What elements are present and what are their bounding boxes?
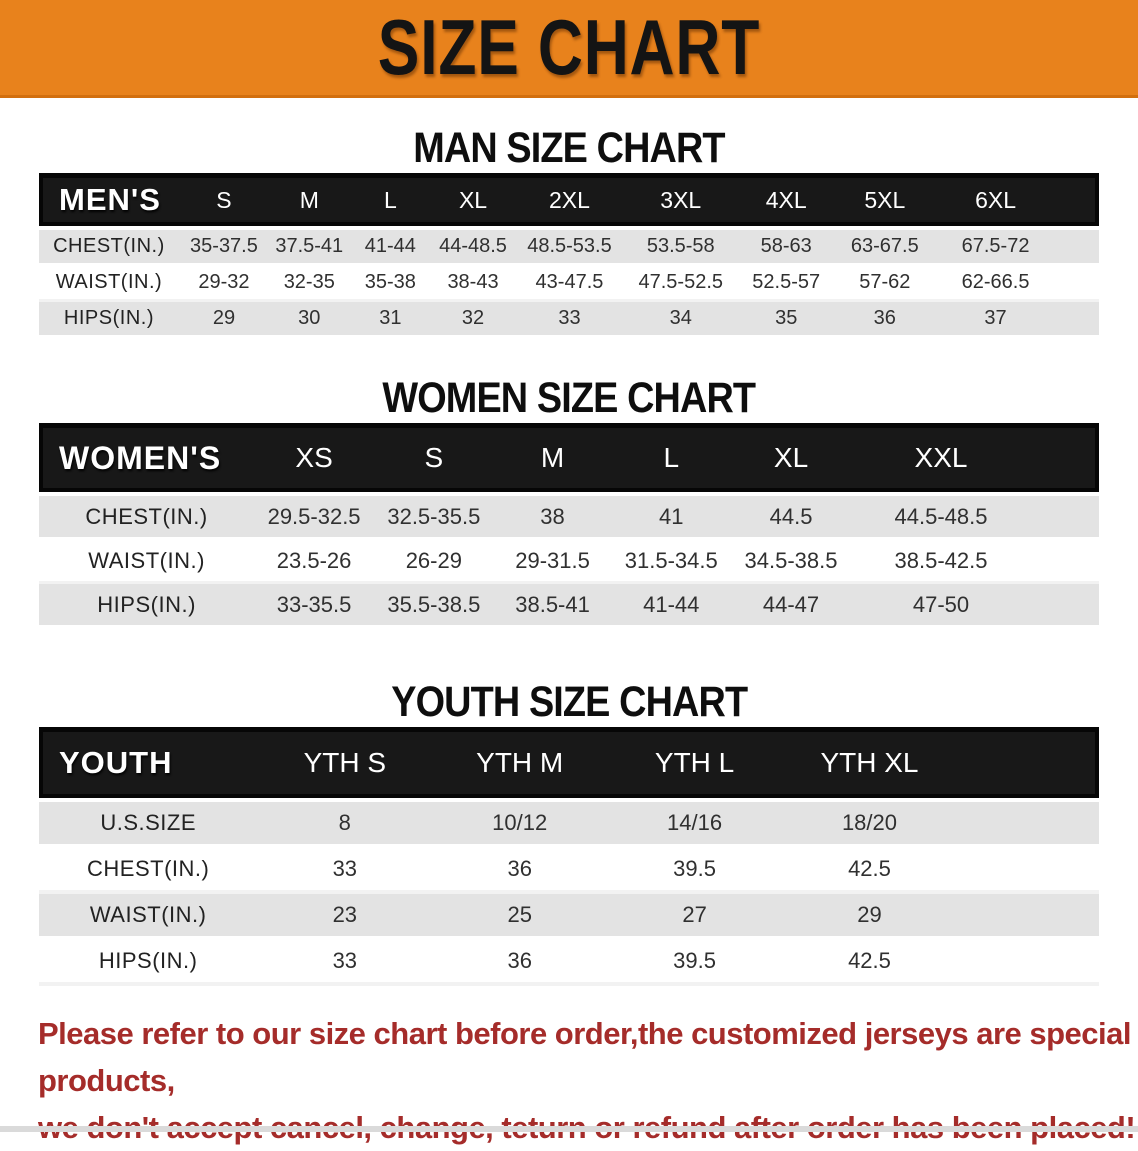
size-value-cell: 30 bbox=[269, 302, 350, 338]
size-value-cell: 58-63 bbox=[737, 226, 835, 266]
section-heading bbox=[0, 124, 1138, 173]
column-header: XS bbox=[254, 423, 374, 492]
size-value-cell: 42.5 bbox=[782, 848, 957, 894]
size-value-cell: 32 bbox=[431, 302, 515, 338]
size-value-cell: 67.5-72 bbox=[935, 226, 1057, 266]
column-header: 2XL bbox=[515, 173, 624, 226]
size-table bbox=[39, 727, 1099, 986]
table-row bbox=[39, 266, 1099, 302]
filler-cell bbox=[957, 940, 1099, 986]
filler-cell bbox=[1031, 540, 1099, 584]
filler-cell bbox=[1031, 492, 1099, 540]
bottom-edge-strip bbox=[0, 1126, 1138, 1132]
size-value-cell: 35 bbox=[737, 302, 835, 338]
column-header: YTH S bbox=[257, 727, 432, 798]
column-header: M bbox=[494, 423, 612, 492]
row-label: CHEST(IN.) bbox=[39, 226, 179, 266]
column-header: S bbox=[179, 173, 269, 226]
size-value-cell: 25 bbox=[432, 894, 607, 940]
size-chart-sections bbox=[0, 124, 1138, 986]
size-value-cell: 36 bbox=[432, 940, 607, 986]
size-value-cell: 31.5-34.5 bbox=[611, 540, 731, 584]
size-value-cell: 34.5-38.5 bbox=[731, 540, 851, 584]
column-header: XXL bbox=[851, 423, 1031, 492]
filler-cell bbox=[957, 798, 1099, 848]
size-value-cell: 41-44 bbox=[611, 584, 731, 628]
size-value-cell: 33-35.5 bbox=[254, 584, 374, 628]
row-label: CHEST(IN.) bbox=[39, 492, 254, 540]
size-value-cell: 29.5-32.5 bbox=[254, 492, 374, 540]
column-header-filler bbox=[1031, 423, 1099, 492]
column-header: S bbox=[374, 423, 494, 492]
size-value-cell: 44-48.5 bbox=[431, 226, 515, 266]
table-row bbox=[39, 894, 1099, 940]
size-value-cell: 37.5-41 bbox=[269, 226, 350, 266]
column-header: 5XL bbox=[835, 173, 935, 226]
column-header: YTH M bbox=[432, 727, 607, 798]
table-row bbox=[39, 540, 1099, 584]
size-value-cell: 35-38 bbox=[350, 266, 432, 302]
size-value-cell: 8 bbox=[257, 798, 432, 848]
column-header: L bbox=[611, 423, 731, 492]
size-chart-banner bbox=[0, 0, 1138, 98]
table-corner-label: WOMEN'S bbox=[39, 423, 254, 492]
size-value-cell: 10/12 bbox=[432, 798, 607, 848]
column-header-filler bbox=[957, 727, 1099, 798]
filler-cell bbox=[1031, 584, 1099, 628]
size-value-cell: 42.5 bbox=[782, 940, 957, 986]
size-value-cell: 33 bbox=[257, 940, 432, 986]
table-header-row bbox=[39, 173, 1099, 226]
table-row bbox=[39, 940, 1099, 986]
table-row bbox=[39, 584, 1099, 628]
section-heading bbox=[0, 374, 1138, 423]
size-value-cell: 52.5-57 bbox=[737, 266, 835, 302]
size-value-cell: 29-32 bbox=[179, 266, 269, 302]
size-value-cell: 63-67.5 bbox=[835, 226, 935, 266]
size-value-cell: 32.5-35.5 bbox=[374, 492, 494, 540]
size-value-cell: 35.5-38.5 bbox=[374, 584, 494, 628]
table-corner-label: MEN'S bbox=[39, 173, 179, 226]
filler-cell bbox=[1057, 266, 1100, 302]
row-label: WAIST(IN.) bbox=[39, 540, 254, 584]
row-label: HIPS(IN.) bbox=[39, 940, 257, 986]
size-table bbox=[39, 173, 1099, 338]
size-value-cell: 23.5-26 bbox=[254, 540, 374, 584]
column-header: YTH XL bbox=[782, 727, 957, 798]
table-header-row bbox=[39, 423, 1099, 492]
size-value-cell: 23 bbox=[257, 894, 432, 940]
size-table bbox=[39, 423, 1099, 628]
row-label: HIPS(IN.) bbox=[39, 302, 179, 338]
size-value-cell: 29-31.5 bbox=[494, 540, 612, 584]
row-label: WAIST(IN.) bbox=[39, 894, 257, 940]
column-header: 4XL bbox=[737, 173, 835, 226]
table-row bbox=[39, 798, 1099, 848]
size-value-cell: 35-37.5 bbox=[179, 226, 269, 266]
page-title: SIZE CHART bbox=[377, 3, 761, 91]
column-header: 6XL bbox=[935, 173, 1057, 226]
table-corner-label: YOUTH bbox=[39, 727, 257, 798]
row-label: HIPS(IN.) bbox=[39, 584, 254, 628]
size-value-cell: 43-47.5 bbox=[515, 266, 624, 302]
column-header: XL bbox=[431, 173, 515, 226]
size-value-cell: 18/20 bbox=[782, 798, 957, 848]
size-value-cell: 48.5-53.5 bbox=[515, 226, 624, 266]
size-value-cell: 38.5-42.5 bbox=[851, 540, 1031, 584]
size-value-cell: 37 bbox=[935, 302, 1057, 338]
footer-disclaimer-line1: Please refer to our size chart before order,the customized jerseys are special products, bbox=[38, 1016, 1131, 1098]
size-value-cell: 14/16 bbox=[607, 798, 782, 848]
size-value-cell: 27 bbox=[607, 894, 782, 940]
section-heading-text: YOUTH SIZE CHART bbox=[391, 678, 747, 726]
size-value-cell: 41-44 bbox=[350, 226, 432, 266]
size-value-cell: 29 bbox=[782, 894, 957, 940]
size-value-cell: 31 bbox=[350, 302, 432, 338]
size-value-cell: 57-62 bbox=[835, 266, 935, 302]
size-value-cell: 34 bbox=[624, 302, 737, 338]
size-value-cell: 47-50 bbox=[851, 584, 1031, 628]
column-header: M bbox=[269, 173, 350, 226]
section-heading-text: WOMEN SIZE CHART bbox=[382, 374, 756, 422]
size-value-cell: 53.5-58 bbox=[624, 226, 737, 266]
size-value-cell: 44.5-48.5 bbox=[851, 492, 1031, 540]
filler-cell bbox=[1057, 302, 1100, 338]
section-heading-text: MAN SIZE CHART bbox=[413, 124, 725, 172]
table-row bbox=[39, 226, 1099, 266]
size-value-cell: 62-66.5 bbox=[935, 266, 1057, 302]
filler-cell bbox=[957, 848, 1099, 894]
size-value-cell: 26-29 bbox=[374, 540, 494, 584]
column-header: XL bbox=[731, 423, 851, 492]
section-heading bbox=[0, 678, 1138, 727]
size-value-cell: 32-35 bbox=[269, 266, 350, 302]
size-value-cell: 41 bbox=[611, 492, 731, 540]
table-row bbox=[39, 492, 1099, 540]
size-value-cell: 29 bbox=[179, 302, 269, 338]
size-value-cell: 36 bbox=[835, 302, 935, 338]
size-value-cell: 39.5 bbox=[607, 848, 782, 894]
size-value-cell: 38.5-41 bbox=[494, 584, 612, 628]
column-header: 3XL bbox=[624, 173, 737, 226]
size-value-cell: 33 bbox=[257, 848, 432, 894]
size-value-cell: 33 bbox=[515, 302, 624, 338]
size-value-cell: 47.5-52.5 bbox=[624, 266, 737, 302]
size-value-cell: 36 bbox=[432, 848, 607, 894]
size-value-cell: 39.5 bbox=[607, 940, 782, 986]
table-header-row bbox=[39, 727, 1099, 798]
size-value-cell: 38 bbox=[494, 492, 612, 540]
row-label: U.S.SIZE bbox=[39, 798, 257, 848]
filler-cell bbox=[957, 894, 1099, 940]
column-header-filler bbox=[1057, 173, 1100, 226]
row-label: CHEST(IN.) bbox=[39, 848, 257, 894]
size-value-cell: 38-43 bbox=[431, 266, 515, 302]
table-row bbox=[39, 848, 1099, 894]
column-header: L bbox=[350, 173, 432, 226]
table-row bbox=[39, 302, 1099, 338]
filler-cell bbox=[1057, 226, 1100, 266]
size-value-cell: 44.5 bbox=[731, 492, 851, 540]
column-header: YTH L bbox=[607, 727, 782, 798]
row-label: WAIST(IN.) bbox=[39, 266, 179, 302]
size-value-cell: 44-47 bbox=[731, 584, 851, 628]
